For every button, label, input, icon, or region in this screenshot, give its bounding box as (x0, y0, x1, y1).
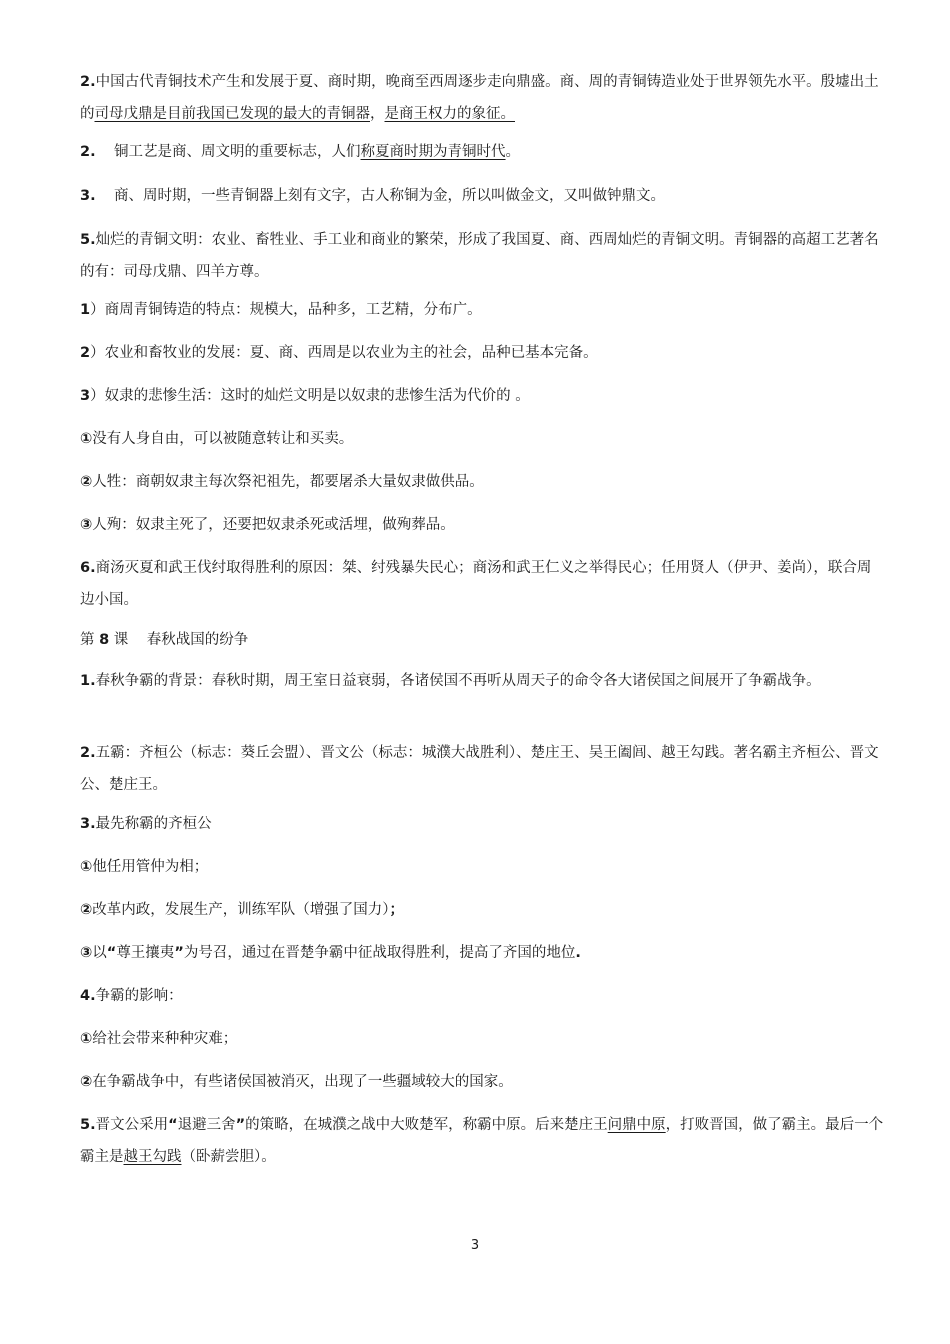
paragraph (80, 808, 885, 840)
text-run: 铜工艺是商、周文明的重要标志，人们 (95, 144, 361, 160)
bold-text: 5. (80, 232, 96, 248)
page-number: 3 (470, 1238, 480, 1253)
bold-text: 2 (80, 345, 91, 361)
bold-text: 3. (80, 816, 96, 832)
paragraph (80, 552, 885, 616)
paragraph (80, 380, 885, 412)
bold-text: 3. (80, 188, 96, 204)
bold-text: 6. (80, 560, 96, 576)
paragraph (80, 294, 885, 326)
underlined-text: 称夏商时期为青铜时代 (360, 144, 506, 160)
text-run: 中国古代青铜技术产生和发展于夏、商时期，晚商至西周逐步走向鼎盛。商、周的青铜铸造业处于世界领先水平。殷墟出土的 (80, 74, 879, 122)
text-run: 灿烂的青铜文明：农业、畜牲业、手工业和商业的繁荣，形成了我国夏、商、西周灿烂的青铜文明。青铜器的高超工艺著名的有：司母戊鼎、四羊方尊。 (80, 232, 879, 280)
text-run: ）农业和畜牧业的发展：夏、商、西周是以农业为主的社会，品种已基本完备。 (90, 345, 598, 361)
paragraph (80, 66, 885, 130)
bold-text: ① (80, 859, 93, 875)
paragraph (80, 224, 885, 288)
text-run: 争霸的影响： (95, 988, 183, 1004)
paragraph (80, 136, 885, 168)
bold-text: 3 (80, 388, 91, 404)
bold-text: ” (174, 945, 184, 961)
bold-text: ① (80, 1031, 93, 1047)
bold-text: “ (168, 1117, 178, 1133)
bold-text: ② (80, 1074, 93, 1090)
bold-text: 2. (80, 144, 96, 160)
paragraph (80, 337, 885, 369)
paragraph (80, 423, 885, 455)
text-run: 给社会带来种种灾难； (92, 1031, 238, 1047)
text-run: 以 (92, 945, 107, 961)
underlined-text: 是商王权力的象征。 (384, 106, 515, 122)
paragraph (80, 1023, 885, 1055)
paragraph (80, 665, 885, 697)
bold-text: ； (389, 902, 405, 918)
text-run: 人牲：商朝奴隶主每次祭祀祖先，都要屠杀大量奴隶做供品。 (92, 474, 484, 490)
underlined-text: 越王勾践 (123, 1149, 182, 1165)
bold-text: ② (80, 474, 93, 490)
paragraph (80, 466, 885, 498)
text-run: 课 春秋战国的纷争 (109, 632, 249, 648)
text-run: 商、周时期，一些青铜器上刻有文字，古人称铜为金，所以叫做金文，又叫做钟鼎文。 (95, 188, 666, 204)
text-run: 退避三舍 (177, 1117, 236, 1133)
bold-text: ② (80, 902, 93, 918)
paragraph (80, 1066, 885, 1098)
text-run: 最先称霸的齐桓公 (95, 816, 212, 832)
text-run: 他任用管仲为相； (92, 859, 209, 875)
paragraph (80, 737, 885, 801)
paragraph (80, 937, 885, 969)
text-run: 尊王攘夷 (116, 945, 175, 961)
bold-text: 4. (80, 988, 96, 1004)
text-run: 五霸：齐桓公（标志：葵丘会盟）、晋文公（标志：城濮大战胜利）、楚庄王、吴王阖闾、越王勾践。著名霸主齐桓公、晋文公、楚庄王。 (80, 745, 879, 793)
text-run: 为号召，通过在晋楚争霸中征战取得胜利，提高了齐国的地位 (183, 945, 576, 961)
text-run: 改革内政，发展生产，训练军队（增强了国力） (92, 902, 390, 918)
text-run: 的策略，在城濮之战中大败楚军，称霸中原。后来楚庄王 (245, 1117, 608, 1133)
paragraph (80, 1109, 885, 1173)
bold-text: ③ (80, 517, 93, 533)
bold-text: 1 (80, 302, 91, 318)
paragraph (80, 180, 885, 212)
text-run: ）商周青铜铸造的特点：规模大，品种多，工艺精，分布广。 (90, 302, 482, 318)
text-run: 商汤灭夏和武王伐纣取得胜利的原因：桀、纣残暴失民心；商汤和武王仁义之举得民心；任用贤人（伊尹、姜尚），联合周边小国。 (80, 560, 872, 608)
text-run: ， (370, 106, 385, 122)
text-run: 人殉：奴隶主死了，还要把奴隶杀死或活埋，做殉葬品。 (92, 517, 455, 533)
text-run: 晋文公采用 (95, 1117, 169, 1133)
bold-text: “ (106, 945, 117, 961)
bold-text: 1. (80, 673, 96, 689)
underlined-text: 司母戊鼎是目前我国已发现的最大的青铜器 (94, 106, 370, 122)
text-run: ，打败晋国，做了霸主。最后一个霸主是 (80, 1117, 884, 1165)
paragraph (80, 894, 885, 926)
text-run: 春秋争霸的背景：春秋时期，周王室日益衰弱，各诸侯国不再听从周天子的命令各大诸侯国之间展开了争霸战争。 (95, 673, 821, 689)
bold-text: 2. (80, 74, 96, 90)
bold-text: 2. (80, 745, 96, 761)
text-run: （卧薪尝胆）。 (181, 1149, 276, 1165)
text-run: 。 (505, 144, 521, 160)
bold-text: . (575, 945, 581, 961)
text-run: 第 (80, 632, 100, 648)
paragraph (80, 851, 885, 883)
lesson-heading (80, 624, 885, 656)
paragraph (80, 509, 885, 541)
text-run: ）奴隶的悲惨生活：这时的灿烂文明是以奴隶的悲惨生活为代价的 。 (90, 388, 530, 404)
bold-text: ① (80, 431, 93, 447)
text-run: 没有人身自由，可以被随意转让和买卖。 (92, 431, 354, 447)
bold-text: ③ (80, 945, 93, 961)
text-run: 在争霸战争中，有些诸侯国被消灭，出现了一些疆域较大的国家。 (92, 1074, 513, 1090)
underlined-text: 问鼎中原 (607, 1117, 666, 1133)
bold-text: ” (235, 1117, 246, 1133)
paragraph (80, 980, 885, 1012)
bold-text: 5. (80, 1117, 96, 1133)
bold-text: 8 (99, 632, 110, 648)
